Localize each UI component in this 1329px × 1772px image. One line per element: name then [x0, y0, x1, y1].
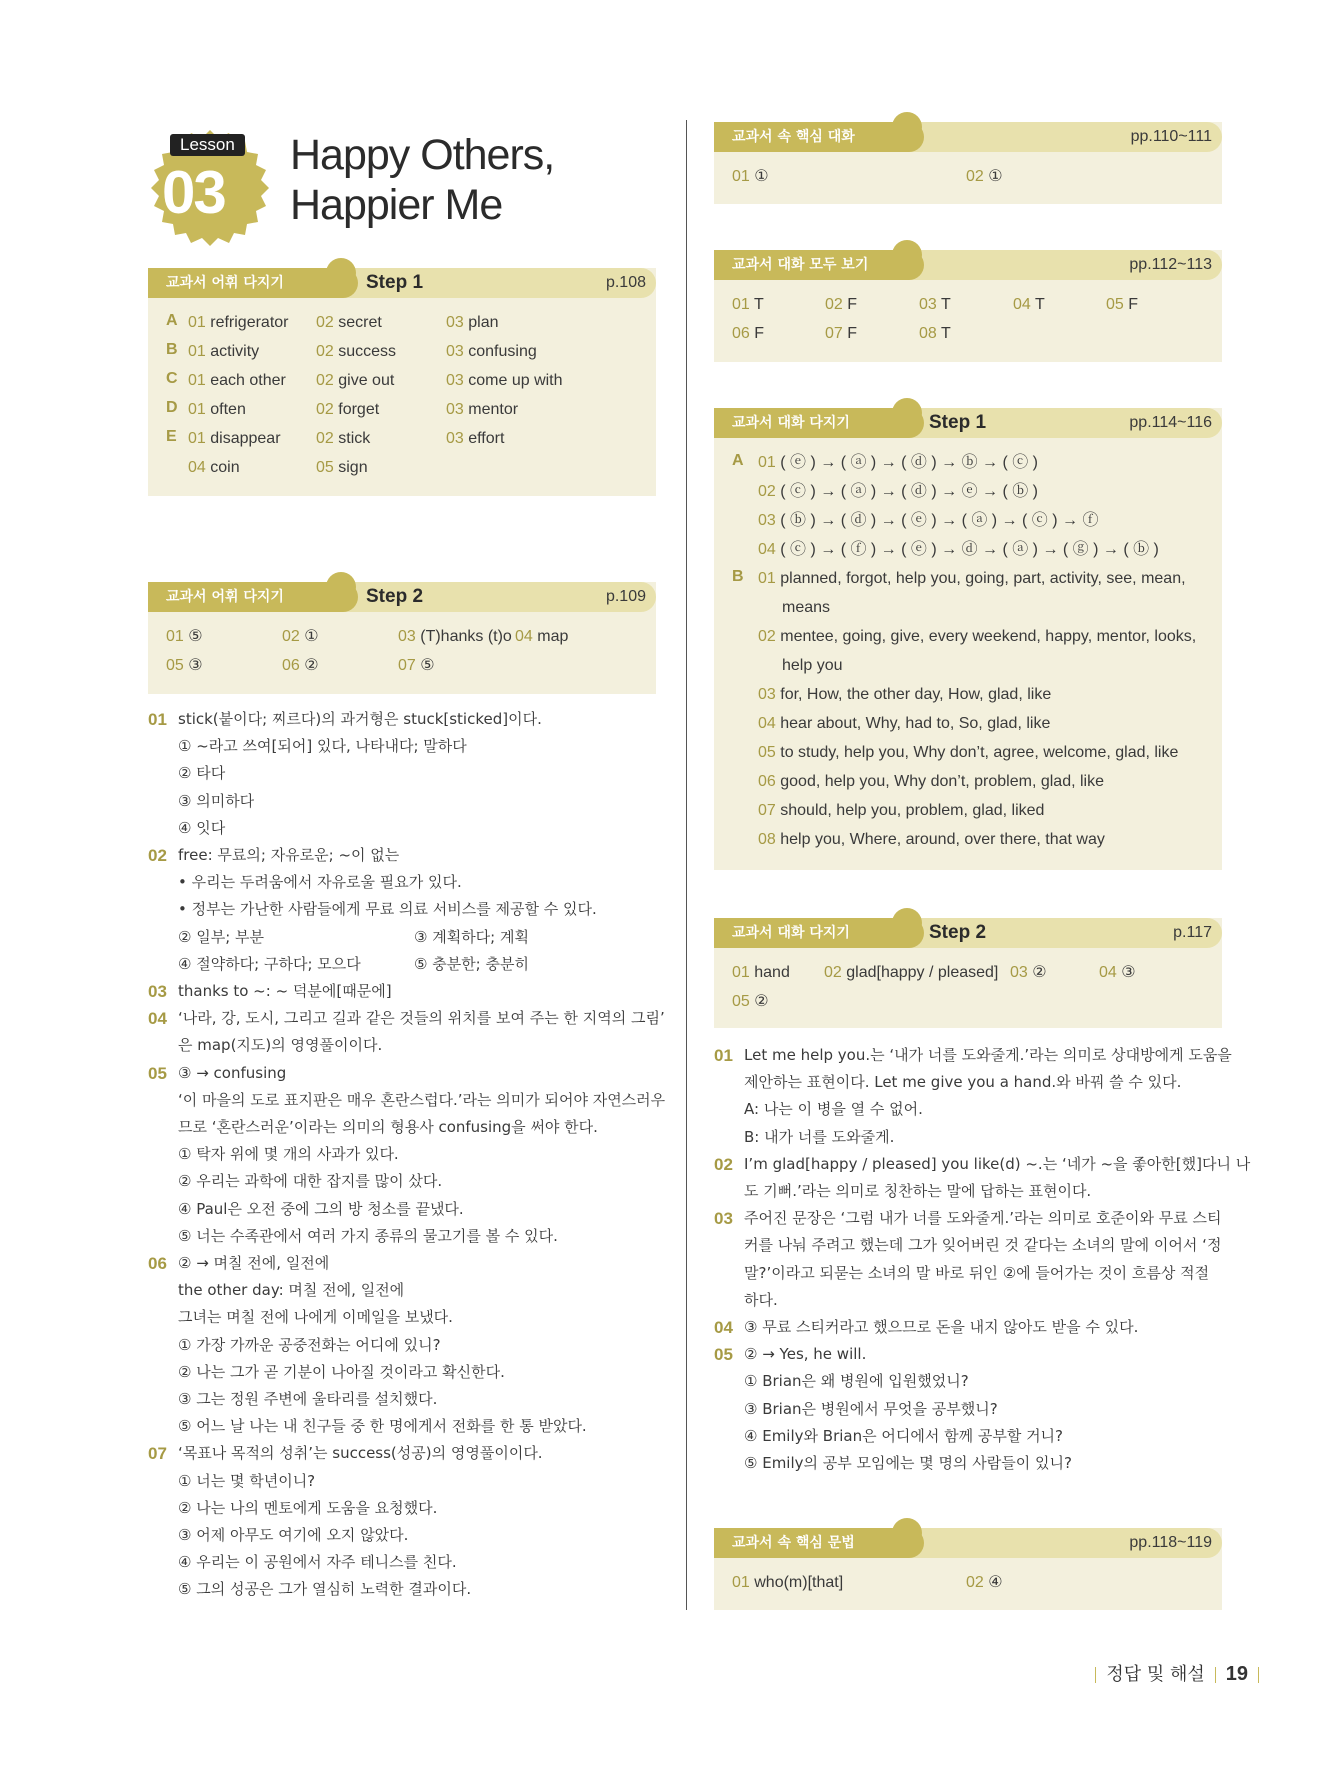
explanation-line: ‘나라, 강, 도시, 그리고 길과 같은 것들의 위치를 보여 주는 한 지역의 그림’ [178, 1009, 665, 1028]
answer-item [446, 399, 518, 421]
page-ref: pp.112~113 [1129, 256, 1212, 273]
answer-text: mentee, going, give, every weekend, happy, mentor, looks, [780, 628, 1197, 645]
answer-text: often [210, 401, 246, 418]
section-tab: 교과서 어휘 다지기 [148, 582, 358, 612]
lesson-number: 03 [162, 159, 225, 226]
explanation-line: • 정부는 가난한 사람들에게 무료 의료 서비스를 제공할 수 있다. [178, 900, 597, 919]
answer-number: 04 [758, 541, 776, 558]
answer-item [732, 323, 764, 345]
answer-item [758, 742, 1178, 764]
lesson-label: Lesson [170, 134, 245, 156]
answer-item [966, 166, 1003, 188]
answer-item [316, 370, 394, 392]
row-label: A [732, 452, 744, 469]
explanation-line: ② → 며칠 전에, 일전에 [178, 1254, 330, 1272]
explanation-line: ② 일부; 부분 [178, 927, 264, 946]
answer-number: 05 [732, 993, 750, 1010]
explanation-line: 커를 나눠 주려고 했는데 그가 잊어버린 것 같다는 소녀의 말에 이어서 ‘정 [744, 1236, 1222, 1255]
answer-text: sign [338, 459, 368, 476]
explanation-line: 말?’이라고 되묻는 소녀의 말 바로 뒤인 ②에 들어가는 것이 흐름상 적절 [744, 1263, 1210, 1282]
page-number: 19 [1225, 1663, 1248, 1685]
section-tab: 교과서 대화 모두 보기 [714, 250, 924, 280]
answer-text: ( ⓒ ) → ( ⓕ ) → ( ⓔ ) → ⓓ → ( ⓐ ) → ( ⓖ ) → ( ⓑ ) [780, 541, 1159, 558]
answer-item [188, 428, 281, 450]
page-ref: p.117 [1173, 924, 1212, 941]
answer-number: 01 [758, 570, 776, 587]
step-label: Step 1 [929, 412, 987, 433]
answer-text: (T)hanks (t)o [420, 628, 512, 645]
explanation-line: ③ 그는 정원 주변에 울타리를 설치했다. [178, 1390, 438, 1408]
answer-number: 01 [166, 628, 184, 645]
explanation-line: B: 내가 너를 도와줄게. [744, 1127, 895, 1146]
answer-number: 04 [758, 715, 776, 732]
answer-item [758, 684, 1051, 706]
answer-item [732, 991, 769, 1013]
explanation-line: ⑤ 그의 성공은 그가 열심히 노력한 결과이다. [178, 1580, 472, 1599]
dialog-core-section [714, 122, 1222, 204]
answer-item [282, 626, 319, 648]
explanation-line: ③ 어제 아무도 여기에 오지 않았다. [178, 1525, 409, 1544]
answer-number: 02 [824, 964, 842, 981]
answer-item [316, 312, 382, 334]
answer-item [282, 655, 319, 677]
answer-text: ① [754, 168, 769, 185]
answer-item [1010, 962, 1047, 984]
section-tab: 교과서 속 핵심 문법 [714, 1528, 924, 1558]
answer-item [446, 312, 499, 334]
answer-text: T [940, 296, 951, 313]
explanation-line: ③ 계획하다; 계획 [414, 927, 529, 946]
answer-text: T [940, 325, 951, 342]
answer-text: each other [210, 372, 286, 389]
explanation-line: ⑤ 너는 수족관에서 여러 가지 종류의 물고기를 볼 수 있다. [178, 1226, 558, 1245]
explanation-line: ④ 절약하다; 구하다; 모으다 [178, 954, 361, 973]
answer-item [398, 655, 435, 677]
answer-text: ① [304, 628, 319, 645]
answer-text: hand [754, 964, 790, 981]
explanation-number: 02 [714, 1154, 733, 1174]
answer-number: 02 [316, 401, 334, 418]
answer-number: 07 [825, 325, 843, 342]
answer-text: give out [338, 372, 395, 389]
step-label: Step 2 [366, 586, 424, 607]
explanation-line: ① ~라고 쓰여[되어] 있다, 나타내다; 말하다 [178, 737, 467, 756]
explanation-line: ② 나는 나의 멘토에게 도움을 요청했다. [178, 1498, 438, 1517]
answer-item [398, 626, 512, 648]
page-ref: pp.114~116 [1129, 414, 1212, 431]
answer-item [758, 452, 1038, 474]
row-label: C [166, 370, 178, 387]
answer-item [732, 166, 769, 188]
answer-number: 01 [188, 430, 206, 447]
explanation-line: 하다. [744, 1290, 778, 1309]
answer-text: plan [468, 314, 499, 331]
answer-item [188, 370, 286, 392]
title-line-2: Happier Me [290, 181, 503, 229]
answer-number: 06 [282, 657, 300, 674]
grammar-section [714, 1528, 1222, 1610]
answer-number: 05 [316, 459, 334, 476]
explanation-line: ④ 우리는 이 공원에서 자주 테니스를 친다. [178, 1553, 457, 1572]
explanation-line: ① Brian은 왜 병원에 입원했었니? [744, 1372, 969, 1391]
answer-text: hear about, Why, had to, So, glad, like [780, 715, 1051, 732]
answer-item [758, 771, 1104, 793]
answer-item [316, 428, 370, 450]
row-label: B [166, 341, 178, 358]
explanation-line: free: 무료의; 자유로운; ~이 없는 [178, 846, 400, 864]
answer-number: 07 [758, 802, 776, 819]
answer-item [758, 800, 1044, 822]
answer-text: mentor [468, 401, 519, 418]
answer-number: 05 [1106, 296, 1124, 313]
answer-text: map [537, 628, 569, 645]
answer-number: 04 [188, 459, 206, 476]
answer-item [758, 829, 1105, 851]
answer-item [1013, 294, 1045, 316]
lesson-title [290, 130, 554, 230]
answer-text: F [847, 325, 858, 342]
answer-number: 02 [966, 1574, 984, 1591]
explanation-line: ② 타다 [178, 764, 226, 783]
answer-text: ② [754, 993, 769, 1010]
row-label: E [166, 428, 177, 445]
answer-text: help you, Where, around, over there, that way [780, 831, 1105, 848]
answer-text: glad[happy / pleased] [846, 964, 999, 981]
answer-item [758, 568, 1186, 590]
explanation-number: 04 [714, 1318, 733, 1337]
answer-text: to study, help you, Why don’t, agree, welcome, glad, like [780, 744, 1179, 761]
answer-number: 03 [758, 686, 776, 703]
answer-number: 05 [758, 744, 776, 761]
answer-text: ① [988, 168, 1003, 185]
answer-number: 02 [316, 343, 334, 360]
explanation-number: 06 [148, 1254, 167, 1273]
answer-text: forget [338, 401, 380, 418]
answer-item [824, 962, 998, 984]
dialog-step1-section [714, 408, 1222, 870]
answer-continuation: help you [782, 657, 843, 674]
answer-item [446, 341, 537, 363]
explanation-line: • 우리는 두려움에서 자유로울 필요가 있다. [178, 873, 462, 892]
answer-text: F [847, 296, 858, 313]
answer-text: ( ⓔ ) → ( ⓐ ) → ( ⓓ ) → ⓑ → ( ⓒ ) [780, 454, 1039, 471]
answer-text: ⑤ [420, 657, 435, 674]
answer-item [966, 1572, 1003, 1594]
answer-number: 03 [446, 343, 464, 360]
answer-item [919, 323, 951, 345]
explanation-line: ③ 의미하다 [178, 791, 255, 810]
answer-item [446, 428, 504, 450]
answer-text: disappear [210, 430, 281, 447]
answer-item [825, 323, 857, 345]
answer-number: 03 [446, 314, 464, 331]
answer-item [316, 457, 368, 479]
explanation-line: stick(붙이다; 찌르다)의 과거형은 stuck[sticked]이다. [178, 710, 542, 728]
explanation-line: ① 너는 몇 학년이니? [178, 1471, 316, 1490]
answer-text: ② [1032, 964, 1047, 981]
explanation-line: 은 map(지도)의 영영풀이이다. [178, 1036, 383, 1055]
explanation-number: 01 [714, 1046, 733, 1065]
answer-text: F [1128, 296, 1139, 313]
answer-text: refrigerator [210, 314, 289, 331]
explanation-line: ⑤ 충분한; 충분히 [414, 954, 529, 973]
explanation-number: 05 [148, 1063, 167, 1083]
answer-item [758, 626, 1196, 648]
explanation-number: 03 [714, 1209, 733, 1229]
answer-item [1106, 294, 1138, 316]
answer-number: 01 [732, 964, 750, 981]
row-label: D [166, 399, 178, 416]
section-tab: 교과서 대화 다지기 [714, 408, 924, 438]
answer-item [732, 1572, 843, 1594]
answer-number: 03 [446, 372, 464, 389]
answer-item [1099, 962, 1136, 984]
answer-number: 03 [446, 430, 464, 447]
answer-number: 02 [316, 430, 334, 447]
explanation-line: 므로 ‘혼란스러운’이라는 의미의 형용사 confusing을 써야 한다. [178, 1117, 598, 1136]
explanation-line: 그녀는 며칠 전에 나에게 이메일을 보냈다. [178, 1308, 453, 1327]
section-tab: 교과서 대화 다지기 [714, 918, 924, 948]
page-ref: pp.110~111 [1130, 128, 1212, 145]
explanation-number: 05 [714, 1345, 733, 1365]
section-tab: 교과서 속 핵심 대화 [714, 122, 924, 152]
answer-number: 02 [758, 628, 776, 645]
explanation-number: 07 [148, 1444, 167, 1464]
answer-text: success [338, 343, 397, 360]
section-tab: 교과서 어휘 다지기 [148, 268, 358, 298]
answer-text: good, help you, Why don’t, problem, glad, like [780, 773, 1104, 790]
answer-item [188, 312, 289, 334]
answer-text: ( ⓑ ) → ( ⓓ ) → ( ⓔ ) → ( ⓐ ) → ( ⓒ ) → ⓕ [780, 512, 1099, 529]
answer-text: should, help you, problem, glad, liked [780, 802, 1045, 819]
answer-number: 08 [919, 325, 937, 342]
answer-item [188, 341, 259, 363]
explanation-line: ⑤ Emily의 공부 모임에는 몇 명의 사람들이 있니? [744, 1453, 1072, 1472]
answer-item [316, 341, 396, 363]
explanation-line: ④ Emily와 Brian은 어디에서 함께 공부할 거니? [744, 1426, 1064, 1445]
answer-number: 01 [732, 168, 750, 185]
explanation-line: ④ 잇다 [178, 818, 226, 837]
row-label: A [166, 312, 178, 329]
answer-number: 03 [758, 512, 776, 529]
answer-text: ③ [1121, 964, 1136, 981]
explanation-line: 제안하는 표현이다. Let me give you a hand.와 바꿔 쓸 수 있다. [744, 1073, 1182, 1092]
explanation-line: Let me help you.는 ‘내가 너를 도와줄게.’라는 의미로 상대방에게 도움을 [744, 1046, 1232, 1064]
answer-text: ⑤ [188, 628, 203, 645]
explanation-number: 02 [148, 846, 167, 865]
dialog-step2-section [714, 918, 1222, 1028]
answer-number: 01 [188, 401, 206, 418]
answer-item [166, 655, 203, 677]
answer-text: ④ [988, 1574, 1003, 1591]
explanation-line: ⑤ 어느 날 나는 내 친구들 중 한 명에게서 전화를 한 통 받았다. [178, 1417, 587, 1436]
answer-item [188, 457, 240, 479]
explanation-line: ④ Paul은 오전 중에 그의 방 청소를 끝냈다. [178, 1199, 464, 1218]
step-label: Step 1 [366, 272, 424, 293]
answer-item [446, 370, 563, 392]
answer-number: 08 [758, 831, 776, 848]
answer-number: 05 [166, 657, 184, 674]
answer-text: effort [468, 430, 505, 447]
footer-label: 정답 및 해설 [1106, 1664, 1205, 1685]
explanation-number: 01 [148, 710, 167, 729]
answer-item [758, 510, 1098, 532]
answer-number: 02 [316, 372, 334, 389]
answer-number: 02 [966, 168, 984, 185]
answer-number: 02 [316, 314, 334, 331]
vocab-step1-section [148, 268, 656, 496]
explanation-number: 04 [148, 1009, 167, 1029]
explanation-line: ‘이 마을의 도로 표지판은 매우 혼란스럽다.’라는 의미가 되어야 자연스러우 [178, 1090, 666, 1109]
answer-number: 02 [282, 628, 300, 645]
answer-number: 01 [758, 454, 776, 471]
explanation-line: ③ Brian은 병원에서 무엇을 공부했니? [744, 1399, 998, 1418]
lesson-badge [148, 130, 272, 254]
answer-number: 02 [825, 296, 843, 313]
answer-number: 06 [758, 773, 776, 790]
answer-text: coin [210, 459, 240, 476]
answer-item [166, 626, 203, 648]
answer-item [758, 481, 1038, 503]
explanation-line: ① 가장 가까운 공중전화는 어디에 있니? [178, 1335, 441, 1354]
answer-text: activity [210, 343, 260, 360]
vocab-step2-section [148, 582, 656, 694]
answer-number: 03 [919, 296, 937, 313]
explanation-line: ② 나는 그가 곧 기분이 나아질 것이라고 확신한다. [178, 1362, 505, 1381]
answer-number: 01 [732, 1574, 750, 1591]
answer-number: 02 [758, 483, 776, 500]
page-footer [1085, 1660, 1269, 1686]
answer-item [758, 539, 1159, 561]
answer-number: 04 [1013, 296, 1031, 313]
answer-text: for, How, the other day, How, glad, like [780, 686, 1052, 703]
answer-text: secret [338, 314, 382, 331]
answer-item [825, 294, 857, 316]
answer-number: 03 [1010, 964, 1028, 981]
page-ref: pp.118~119 [1129, 1534, 1212, 1551]
answer-text: who(m)[that] [754, 1574, 844, 1591]
answer-text: confusing [468, 343, 537, 360]
explanation-line: 도 기뻐.’라는 의미로 칭찬하는 말에 답하는 표현이다. [744, 1181, 1092, 1200]
answer-number: 07 [398, 657, 416, 674]
answer-number: 01 [188, 372, 206, 389]
step-label: Step 2 [929, 922, 987, 943]
answer-item [188, 399, 246, 421]
explanation-line: ② → Yes, he will. [744, 1345, 867, 1364]
dialog-all-section [714, 250, 1222, 362]
answer-number: 01 [732, 296, 750, 313]
answer-item [316, 399, 379, 421]
answer-number: 04 [515, 628, 533, 645]
answer-text: planned, forgot, help you, going, part, activity, see, mean, [780, 570, 1186, 587]
column-divider [686, 120, 687, 1610]
answer-text: stick [338, 430, 371, 447]
answer-number: 06 [732, 325, 750, 342]
answer-number: 03 [446, 401, 464, 418]
page-ref: p.109 [605, 588, 646, 605]
explanation-number: 03 [148, 982, 167, 1001]
answer-item [919, 294, 951, 316]
explanation-line: A: 나는 이 병을 열 수 없어. [744, 1100, 923, 1119]
answer-number: 04 [1099, 964, 1117, 981]
answer-continuation: means [782, 599, 831, 616]
answer-text: ② [304, 657, 319, 674]
answer-item [732, 294, 764, 316]
answer-text: F [754, 325, 765, 342]
answer-item [515, 626, 568, 648]
answer-number: 01 [188, 343, 206, 360]
explanation-line: ① 탁자 위에 몇 개의 사과가 있다. [178, 1145, 399, 1164]
page-ref: p.108 [605, 274, 646, 291]
answer-item [758, 713, 1050, 735]
title-line-1: Happy Others, [290, 131, 555, 179]
answer-text: ( ⓒ ) → ( ⓐ ) → ( ⓓ ) → ⓔ → ( ⓑ ) [780, 483, 1039, 500]
answer-text: come up with [468, 372, 563, 389]
explanation-line: 주어진 문장은 ‘그럼 내가 너를 도와줄게.’라는 의미로 호준이와 무료 스티 [744, 1209, 1222, 1228]
answer-number: 03 [398, 628, 416, 645]
answer-text: T [1034, 296, 1045, 313]
explanation-line: ③ 무료 스티커라고 했으므로 돈을 내지 않아도 받을 수 있다. [744, 1318, 1139, 1336]
answer-number: 01 [188, 314, 206, 331]
explanation-line: thanks to ~: ~ 덕분에[때문에] [178, 982, 392, 1000]
explanation-line: I’m glad[happy / pleased] you like(d) ~.는 ‘네가 ~을 좋아한[했]다니 나 [744, 1154, 1251, 1173]
explanation-line: the other day: 며칠 전에, 일전에 [178, 1281, 405, 1300]
explanation-line: ③ → confusing [178, 1063, 287, 1082]
answer-text: T [753, 296, 764, 313]
explanation-line: ‘목표나 목적의 성취’는 success(성공)의 영영풀이이다. [178, 1444, 543, 1463]
explanation-line: ② 우리는 과학에 대한 잡지를 많이 샀다. [178, 1172, 443, 1191]
row-label: B [732, 568, 744, 585]
answer-item [732, 962, 790, 984]
answer-text: ③ [188, 657, 203, 674]
